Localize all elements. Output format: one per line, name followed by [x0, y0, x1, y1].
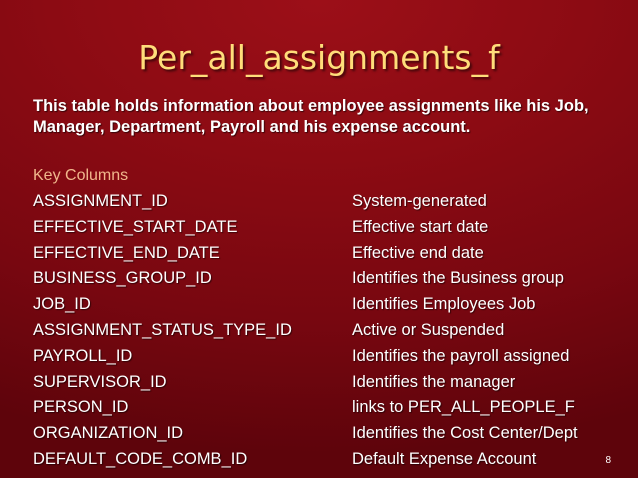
column-description: Active or Suspended [352, 320, 505, 339]
key-columns-heading: Key Columns [33, 167, 129, 184]
column-description: Effective end date [352, 243, 484, 262]
column-name: ASSIGNMENT_STATUS_TYPE_ID [33, 320, 292, 339]
list-item [33, 295, 633, 321]
list-item [33, 373, 633, 399]
column-description: System-generated [352, 192, 487, 210]
column-description: Identifies the Cost Center/Dept [352, 424, 578, 443]
column-name: SUPERVISOR_ID [33, 372, 167, 391]
list-item [33, 269, 633, 295]
column-name: PAYROLL_ID [33, 346, 133, 365]
column-name: PERSON_ID [33, 398, 129, 417]
column-name: EFFECTIVE_START_DATE [33, 217, 238, 236]
list-item [33, 424, 633, 450]
column-description: Identifies the Business group [352, 269, 564, 288]
column-description: Identifies the payroll assigned [352, 346, 570, 365]
slide-title: Per_all_assignments_f [138, 38, 500, 77]
column-name: DEFAULT_CODE_COMB_ID [33, 449, 248, 468]
column-description: Default Expense Account [352, 449, 537, 468]
column-description: Effective start date [352, 217, 489, 236]
list-item [33, 218, 633, 244]
list-item [33, 347, 633, 373]
column-description: Identifies the manager [352, 372, 516, 391]
column-name: JOB_ID [33, 295, 91, 314]
column-description: Identifies Employees Job [352, 295, 536, 314]
column-name: BUSINESS_GROUP_ID [33, 269, 212, 288]
column-description: links to PER_ALL_PEOPLE_F [352, 398, 575, 417]
column-name: EFFECTIVE_END_DATE [33, 243, 220, 262]
column-name: ORGANIZATION_ID [33, 424, 184, 443]
column-name: ASSIGNMENT_ID [33, 192, 168, 210]
list-item [33, 450, 633, 476]
list-item [33, 398, 633, 424]
list-item [33, 321, 633, 347]
key-columns-list [33, 192, 633, 476]
list-item [33, 244, 633, 270]
list-item [33, 192, 633, 218]
page-number: 8 [605, 455, 611, 466]
table-description: This table holds information about employee assignments like his Job, Manager, Department, Payroll and his expense account. [33, 97, 589, 136]
